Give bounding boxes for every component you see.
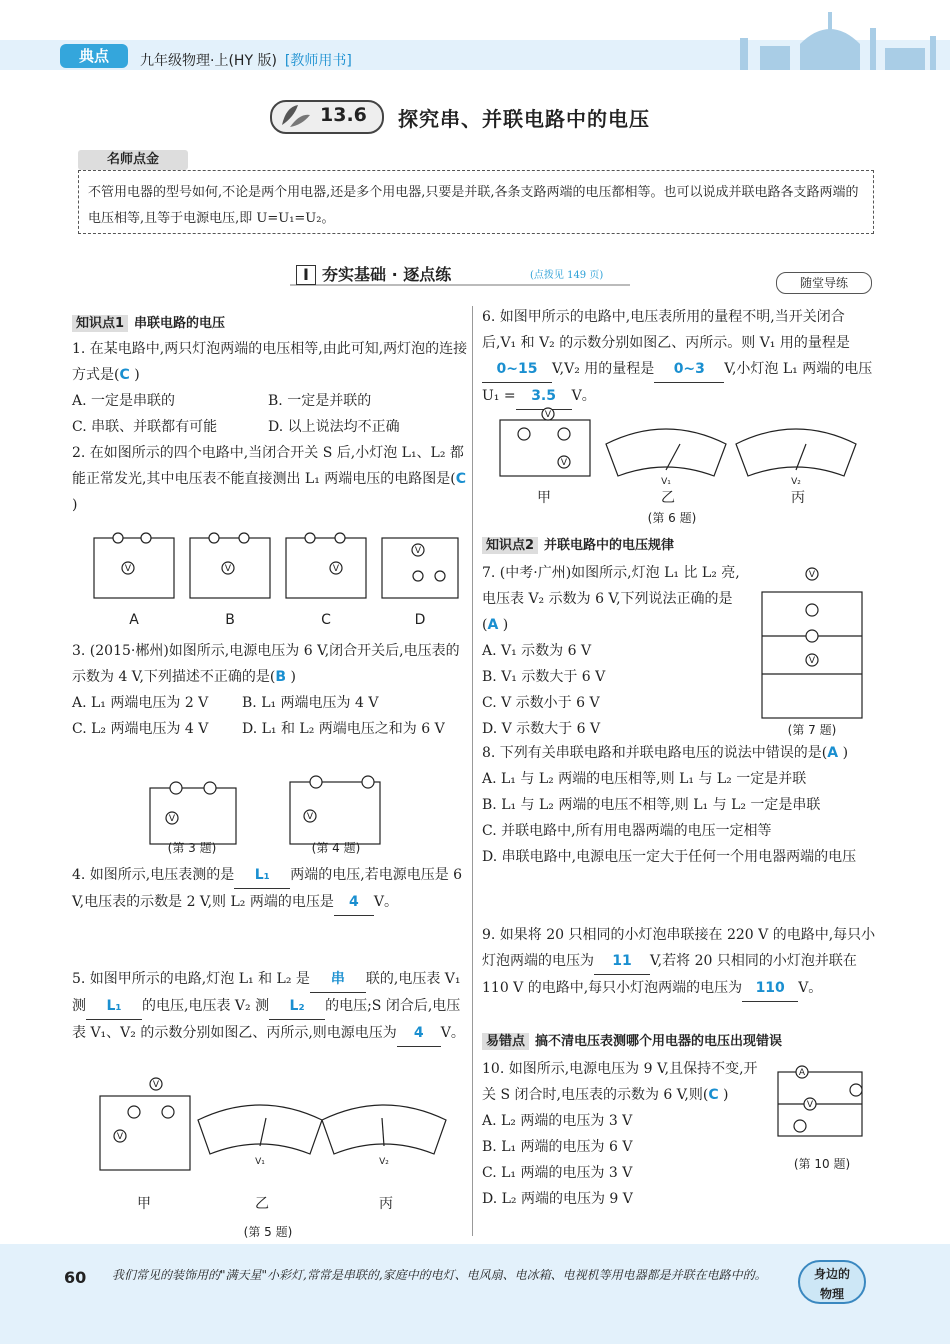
q10-stem: 10. 如图所示,电源电压为 9 V,且保持不变,开关 S 闭合时,电压表的示数为 6 V,则(C ) <box>482 1061 758 1103</box>
q2-circuits <box>88 524 468 634</box>
q10-option-b: B. L₁ 两端的电压为 6 V <box>482 1139 633 1155</box>
question-7 <box>482 560 744 742</box>
q6-figures <box>494 404 874 528</box>
skyline-icon <box>720 8 950 70</box>
svg-text:V: V <box>306 812 314 822</box>
svg-text:V: V <box>806 1100 814 1110</box>
question-5 <box>72 966 468 1047</box>
svg-text:V: V <box>124 564 132 574</box>
column-divider <box>472 306 473 1236</box>
question-6 <box>482 304 878 410</box>
q7-answer: A <box>487 617 499 633</box>
q5-answer-2: L₁ <box>86 993 142 1020</box>
q10-stem-text: 10. 如图所示,电源电压为 9 V,且保持不变,开关 S 闭合时,电压表的示数为 6 V,则( <box>482 1061 758 1103</box>
q4-part3: V。 <box>373 894 398 910</box>
q5-label-yi: 乙 <box>255 1196 269 1212</box>
q4-part1: 4. 如图所示,电压表测的是 <box>72 867 235 883</box>
tip-text: 不管用电器的型号如何,不论是两个用电器,还是多个用电器,只要是并联,各条支路两端的电压都相等。也可以说成并联电路各支路两端的电压相等,且等于电源电压,即 U=U₁=U₂。 <box>88 185 859 226</box>
q1-stem-text: 1. 在某电路中,两只灯泡两端的电压相等,由此可知,两灯泡的连接方式是( <box>72 341 468 383</box>
q9-part2: V,若将 20 只相同的小灯泡并联在 110 V 的电路中,每只小灯泡两端的电压为 <box>482 953 857 996</box>
question-8 <box>482 740 878 870</box>
q5-part5: V。 <box>440 1025 465 1041</box>
q4-answer-2: 4 <box>334 889 374 916</box>
svg-text:V₂: V₂ <box>791 477 801 487</box>
svg-text:A: A <box>798 1068 806 1078</box>
q1-answer: C <box>119 367 130 383</box>
q10-option-c: C. L₁ 两端的电压为 3 V <box>482 1165 633 1181</box>
q9-answer-2: 110 <box>742 975 798 1002</box>
q5-answer-3: L₂ <box>269 993 325 1020</box>
q7-stem: 7. (中考·广州)如图所示,灯泡 L₁ 比 L₂ 亮,电压表 V₂ 示数为 6 V,下列说法正确的是(A ) <box>482 565 740 633</box>
q1-option-a: A. 一定是串联的 <box>72 393 176 409</box>
q5-figures <box>90 1076 460 1242</box>
book-name: 九年级物理·上(HY 版) <box>140 53 277 69</box>
question-1 <box>72 336 468 440</box>
q8-option-d: D. 串联电路中,电源电压一定大于任何一个用电器两端的电压 <box>482 849 857 865</box>
q7-figure <box>752 562 870 742</box>
question-9 <box>482 922 878 1002</box>
teacher-tag: [教师用书] <box>284 53 352 69</box>
q5-part1: 5. 如图甲所示的电路,灯泡 L₁ 和 L₂ 是 <box>72 971 310 987</box>
q3-options-row2 <box>72 716 468 742</box>
question-2: 2. 在如图所示的四个电路中,当闭合开关 S 后,小灯泡 L₁、L₂ 都能正常发光,其中电压表不能直接测出 L₁ 两端电压的电路图是(C ) <box>72 445 467 513</box>
q1-option-b: B. 一定是并联的 <box>268 393 372 409</box>
q7-option-d: D. V 示数大于 6 V <box>482 721 601 737</box>
circuit-d-label: D <box>414 612 426 628</box>
q7-caption: (第 7 题) <box>787 723 837 737</box>
q6-answer-2: 0~3 <box>654 356 724 383</box>
svg-text:V: V <box>414 546 422 556</box>
svg-text:V₁: V₁ <box>661 477 671 487</box>
footer-text: 我们常见的装饰用的"满天星"小彩灯,常常是串联的,家庭中的电灯、电风扇、电冰箱、电视机等用电器都是并联在电路中的。 <box>112 1268 767 1282</box>
circuit-c-label: C <box>321 612 331 628</box>
tip-label: 名师点金 <box>78 150 188 170</box>
q8-stem: 8. 下列有关串联电路和并联电路电压的说法中错误的是(A ) <box>482 745 849 761</box>
section-title-text: 夯实基础 · 逐点练 <box>322 265 452 284</box>
q3-caption: (第 3 题) <box>167 841 217 855</box>
svg-text:V: V <box>544 410 552 420</box>
svg-text:V: V <box>224 564 232 574</box>
svg-text:V: V <box>152 1080 160 1090</box>
q6-part3: V,小灯泡 L₁ 两端的电压 U₁ = <box>482 361 873 404</box>
q4-caption: (第 4 题) <box>311 841 361 855</box>
q6-answer-1: 0~15 <box>482 356 552 383</box>
kp1-title: 串联电路的电压 <box>134 316 226 331</box>
svg-text:V: V <box>808 570 816 580</box>
q10-caption: (第 10 题) <box>793 1157 851 1171</box>
section-ref: (点拨见 149 页) <box>530 270 604 281</box>
q6-label-jia: 甲 <box>537 490 551 506</box>
circuit-b-label: B <box>225 612 235 628</box>
q8-stem-text: 8. 下列有关串联电路和并联电路电压的说法中错误的是( <box>482 745 828 761</box>
q10-option-d: D. L₂ 两端的电压为 9 V <box>482 1191 633 1207</box>
q3-answer: B <box>275 669 287 685</box>
q7-option-c: C. V 示数小于 6 V <box>482 695 600 711</box>
q1-option-c: C. 串联、并联都有可能 <box>72 419 218 435</box>
leaf-icon <box>278 103 312 129</box>
q5-part4: 的电压;S 闭合后,电压表 V₁、V₂ 的示数分别如图乙、丙所示,则电源电压为 <box>72 998 461 1041</box>
q6-label-yi: 乙 <box>661 490 675 506</box>
svg-text:V: V <box>808 656 816 666</box>
q7-option-b: B. V₁ 示数大于 6 V <box>482 669 606 685</box>
q5-label-jia: 甲 <box>137 1196 151 1212</box>
q1-options-row1 <box>72 388 468 414</box>
q5-label-bing: 丙 <box>379 1196 393 1212</box>
q6-part2: V,V₂ 用的量程是 <box>552 361 655 377</box>
err-title: 搞不清电压表测哪个用电器的电压出现错误 <box>535 1034 783 1049</box>
page-number: 60 <box>64 1268 87 1287</box>
svg-text:V₂: V₂ <box>379 1157 389 1167</box>
q3-q4-figures <box>140 774 460 856</box>
q8-option-c: C. 并联电路中,所有用电器两端的电压一定相等 <box>482 823 772 839</box>
q6-answer-3: 3.5 <box>516 383 572 410</box>
page-title: 探究串、并联电路中的电压 <box>398 107 650 131</box>
q9-answer-1: 11 <box>594 948 650 975</box>
q6-part4: V。 <box>571 388 596 404</box>
q3-option-c: C. L₂ 两端电压为 4 V <box>72 721 209 737</box>
err-header <box>482 1028 878 1055</box>
circuit-a-label: A <box>129 612 139 628</box>
q8-option-a: A. L₁ 与 L₂ 两端的电压相等,则 L₁ 与 L₂ 一定是并联 <box>482 771 807 787</box>
svg-text:V: V <box>560 458 568 468</box>
brand-logo: 典点 <box>60 44 128 68</box>
kp1-tag: 知识点1 <box>72 315 128 332</box>
q10-answer: C <box>708 1087 719 1103</box>
q3-option-b: B. L₁ 两端电压为 4 V <box>242 695 379 711</box>
question-3 <box>72 638 468 742</box>
q1-options-row2 <box>72 414 468 440</box>
err-tag: 易错点 <box>482 1033 529 1050</box>
svg-text:V: V <box>116 1132 124 1142</box>
book-title <box>140 50 352 70</box>
svg-text:V: V <box>168 814 176 824</box>
footer-logo <box>798 1260 866 1304</box>
kp2-title: 并联电路中的电压规律 <box>544 538 675 553</box>
q8-option-b: B. L₁ 与 L₂ 两端的电压不相等,则 L₁ 与 L₂ 一定是串联 <box>482 797 821 813</box>
q5-answer-4: 4 <box>397 1020 441 1047</box>
q2-answer: C <box>455 471 467 487</box>
q7-option-a: A. V₁ 示数为 6 V <box>482 643 592 659</box>
q3-stem-text: 3. (2015·郴州)如图所示,电源电压为 6 V,闭合开关后,电压表的示数为 4 V,下列描述不正确的是( <box>72 643 460 685</box>
svg-text:V: V <box>332 564 340 574</box>
q1-stem: 1. 在某电路中,两只灯泡两端的电压相等,由此可知,两灯泡的连接方式是(C ) <box>72 341 468 383</box>
q5-part2: 联的,电压表 V₁ 测 <box>72 971 461 1014</box>
q3-options-row1 <box>72 690 468 716</box>
q3-option-a: A. L₁ 两端电压为 2 V <box>72 695 209 711</box>
q6-label-bing: 丙 <box>791 490 805 506</box>
footer-logo-line2: 物理 <box>819 1287 844 1301</box>
question-10 <box>482 1056 760 1212</box>
kp2-header <box>482 532 878 559</box>
q6-part1: 6. 如图甲所示的电路中,电压表所用的量程不明,当开关闭合后,V₁ 和 V₂ 的示数分别如图乙、丙所示。则 V₁ 用的量程是 <box>482 309 850 351</box>
footer-logo-line1: 身边的 <box>813 1267 850 1281</box>
roman-one-icon: Ⅰ <box>296 265 316 285</box>
kp1-header <box>72 310 468 337</box>
q1-option-d: D. 以上说法均不正确 <box>268 419 400 435</box>
circuit-c <box>286 538 366 598</box>
q10-option-a: A. L₂ 两端的电压为 3 V <box>482 1113 633 1129</box>
section-number: 13.6 <box>320 104 367 126</box>
q5-part3: 的电压,电压表 V₂ 测 <box>142 998 270 1014</box>
q5-answer-1: 串 <box>310 966 366 993</box>
q4-answer-1: L₁ <box>234 862 290 889</box>
question-4 <box>72 862 468 916</box>
q6-caption: (第 6 题) <box>647 511 697 525</box>
q4-part2: 两端的电压,若电源电压是 6 V,电压表的示数是 2 V,则 L₂ 两端的电压是 <box>72 867 463 910</box>
q5-caption: (第 5 题) <box>243 1225 293 1239</box>
q10-figure <box>770 1060 874 1180</box>
q3-option-d: D. L₁ 和 L₂ 两端电压之和为 6 V <box>242 721 445 737</box>
section-title <box>296 262 451 285</box>
q3-stem: 3. (2015·郴州)如图所示,电源电压为 6 V,闭合开关后,电压表的示数为 4 V,下列描述不正确的是(B ) <box>72 643 460 685</box>
q9-part1: 9. 如果将 20 只相同的小灯泡串联接在 220 V 的电路中,每只小灯泡两端的电压为 <box>482 927 876 969</box>
q8-answer: A <box>827 745 839 761</box>
guide-badge: 随堂导练 <box>776 272 872 294</box>
svg-text:V₁: V₁ <box>255 1157 265 1167</box>
q2-stem-text: 2. 在如图所示的四个电路中,当闭合开关 S 后,小灯泡 L₁、L₂ 都能正常发光,其中电压表不能直接测出 L₁ 两端电压的电路图是( <box>72 445 464 487</box>
kp2-tag: 知识点2 <box>482 537 538 554</box>
q9-part3: V。 <box>798 980 823 996</box>
q7-stem-text: 7. (中考·广州)如图所示,灯泡 L₁ 比 L₂ 亮,电压表 V₂ 示数为 6 V,下列说法正确的是( <box>482 565 740 633</box>
